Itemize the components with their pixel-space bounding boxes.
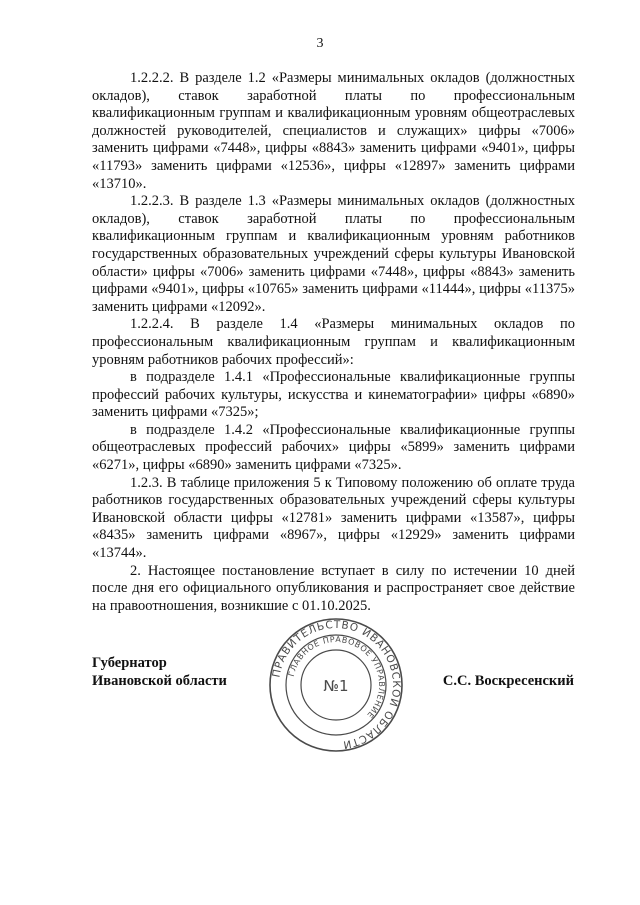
- seal-outer-text: ПРАВИТЕЛЬСТВО ИВАНОВСКОЙ ОБЛАСТИ: [270, 618, 403, 751]
- signatory-title-line-1: Губернатор: [92, 655, 167, 671]
- signatory-title: [92, 654, 227, 690]
- official-seal: [268, 617, 404, 753]
- signatory-title-line-2: Ивановской области: [92, 673, 227, 689]
- signatory-name: С.С. Воскресенский: [442, 673, 574, 689]
- paragraph-1-2-2-2: 1.2.2.2. В разделе 1.2 «Размеры минимальных окладов (должностных окладов), ставок заработной платы по профессиональным квалификационным группам и квалификационным уровням общеотраслевых должностей руководителей, специалистов и служащих» цифры «7006» заменить цифрами «7448», цифры «8843» заменить цифрами «9401», цифры «11793» заменить цифрами «12536», цифры «12897» заменить цифрами «13710».: [92, 70, 575, 192]
- paragraph-1-2-2-3: 1.2.2.3. В разделе 1.3 «Размеры минимальных окладов (должностных окладов), ставок заработной платы по профессиональным квалификационным группам и квалификационным уровням работников государственных образовательных учреждений сферы культуры Ивановской области» цифры «7006» заменить цифрами «7448», цифры «8843» заменить цифрами «9401», цифры «10765» заменить цифрами «11444», цифры «11375» заменить цифрами «12092».: [92, 193, 575, 315]
- paragraph-1-2-3: 1.2.3. В таблице приложения 5 к Типовому положению об оплате труда работников государственных образовательных учреждений сферы культуры Ивановской области цифры «12781» заменить цифрами «13587», цифры «8435» заменить цифрами «8967», цифры «12929» заменить цифрами «13744».: [92, 474, 575, 562]
- page-number: 3: [316, 36, 324, 51]
- seal-number: №1: [323, 677, 349, 695]
- paragraph-2: 2. Настоящее постановление вступает в силу по истечении 10 дней после дня его официального опубликования и распространяет свое действие на правоотношения, возникшие с 01.10.2025.: [92, 562, 575, 614]
- seal-inner-text: ГЛАВНОЕ ПРАВОВОЕ УПРАВЛЕНИЕ: [286, 634, 387, 721]
- paragraph-1-2-2-4: 1.2.2.4. В разделе 1.4 «Размеры минимальных окладов по профессиональным квалификационным группам и квалификационным уровням работников рабочих профессий»:: [92, 316, 575, 368]
- paragraph-subsection-1-4-1: в подразделе 1.4.1 «Профессиональные квалификационные группы профессий рабочих культуры, искусства и кинематографии» цифры «6890» заменить цифрами «7325»;: [92, 369, 575, 421]
- paragraph-subsection-1-4-2: в подразделе 1.4.2 «Профессиональные квалификационные группы общеотраслевых профессий рабочих» цифры «5899» заменить цифрами «6271», цифры «6890» заменить цифрами «7325».: [92, 421, 575, 474]
- document-body: [92, 70, 575, 615]
